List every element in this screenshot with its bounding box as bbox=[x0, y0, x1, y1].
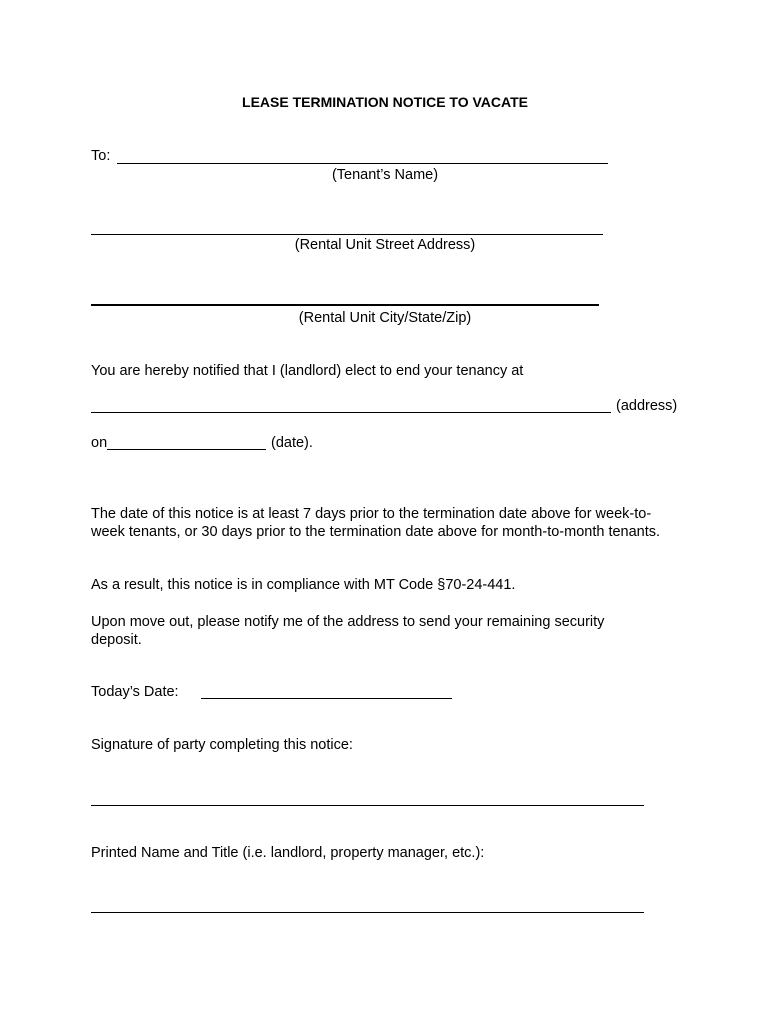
address-suffix-label: (address) bbox=[616, 398, 678, 414]
street-address-field[interactable] bbox=[91, 234, 603, 235]
todays-date-label: Today’s Date: bbox=[91, 684, 179, 700]
date-suffix-label: (date). bbox=[271, 435, 313, 451]
compliance-paragraph: As a result, this notice is in compliance with MT Code §70-24-441. bbox=[91, 577, 516, 593]
to-label: To: bbox=[91, 148, 111, 164]
termination-date-field[interactable] bbox=[107, 449, 266, 450]
termination-address-field[interactable] bbox=[91, 412, 611, 413]
deposit-paragraph: Upon move out, please notify me of the address to send your remaining security deposit. bbox=[91, 614, 605, 648]
on-label: on bbox=[91, 435, 108, 451]
printed-name-field[interactable] bbox=[91, 912, 644, 913]
tenant-name-field[interactable] bbox=[117, 163, 608, 164]
document-title: LEASE TERMINATION NOTICE TO VACATE bbox=[242, 94, 528, 110]
city-state-zip-caption: (Rental Unit City/State/Zip) bbox=[298, 310, 472, 326]
todays-date-field[interactable] bbox=[201, 698, 452, 699]
signature-field[interactable] bbox=[91, 805, 644, 806]
printed-name-label: Printed Name and Title (i.e. landlord, property manager, etc.): bbox=[91, 845, 485, 861]
notice-intro-text: You are hereby notified that I (landlord) elect to end your tenancy at bbox=[91, 363, 524, 379]
street-address-caption: (Rental Unit Street Address) bbox=[294, 237, 476, 253]
city-state-zip-field[interactable] bbox=[91, 304, 599, 306]
tenant-name-caption: (Tenant’s Name) bbox=[331, 167, 439, 183]
signature-label: Signature of party completing this notice: bbox=[91, 737, 353, 753]
notice-period-paragraph: The date of this notice is at least 7 days prior to the termination date above for week-to-week tenants, or 30 days prior to the termination date above for month-to-month tenants. bbox=[91, 506, 661, 540]
